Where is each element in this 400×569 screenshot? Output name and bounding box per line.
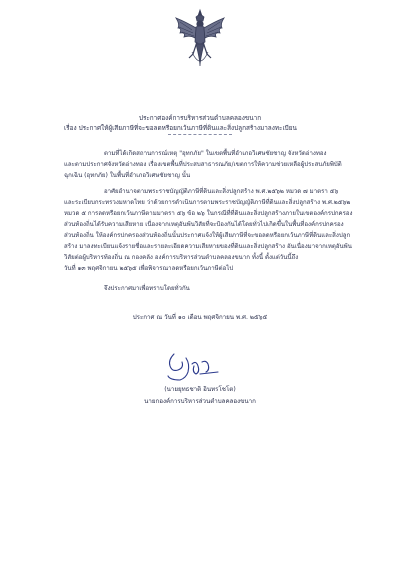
paragraph-line: สร้าง มาลงทะเบียนแจ้งรายชื่อและรายละเอียดความเสียหายของที่ดินและสิ่งปลูกสร้าง อันเนื่องมาจากเหตุอันพ้น (64, 243, 352, 250)
subject-line: เรื่อง ประกาศให้ผู้เสียภาษีที่จะขอลดหรือยกเว้นภาษีที่ดินและสิ่งปลูกสร้างมาลงทะเบียน (64, 124, 297, 132)
garuda-emblem-icon (172, 8, 228, 72)
signature-image (160, 350, 222, 382)
dateline: ประกาศ ณ วันที่ ๑๐ เดือน พฤศจิกายน พ.ศ. ๒๕๖๕ (132, 314, 268, 321)
paragraph-line: และระเบียบกระทรวงมหาดไทย ว่าด้วยการดำเนินการตามพระราชบัญญัติภาษีที่ดินและสิ่งปลูกสร้าง พ.ศ.๒๕๖๒ (64, 199, 351, 206)
paragraph-line: ส่วนท้องถิ่นได้รับความเสียหาย เนื่องจากเหตุอันพ้นวิสัยที่จะป้องกันได้โดยทั่วไปเกิดขึ้นในพื้นที่องค์กรปกครอง (64, 221, 344, 228)
paragraph-line: อาศัยอำนาจตามพระราชบัญญัติภาษีที่ดินและสิ่งปลูกสร้าง พ.ศ.๒๕๖๒ หมวด ๗ มาตรา ๕๖ (104, 188, 339, 195)
paragraph-3 (64, 283, 340, 294)
paragraph-line: วันที่ ๑๓ พฤศจิกายน ๒๕๖๕ เพื่อพิจารณาลดหรือยกเว้นภาษีต่อไป (64, 265, 234, 272)
agency-heading: ประกาศองค์การบริหารส่วนตำบลคลองขนาก (138, 114, 262, 122)
paragraph-line: ส่วนท้องถิ่น ให้องค์กรปกครองส่วนท้องถิ่นนั้นประกาศแจ้งให้ผู้เสียภาษีที่จะขอลดหรือยกเว้นภาษีที่ดินและสิ่งปลูก (64, 232, 351, 239)
signer-position: นายกองค์การบริหารส่วนตำบลคลองขนาก (144, 398, 256, 405)
paragraph-line: ตามที่ได้เกิดสถานการณ์เหตุ "อุทกภัย" ในเขตพื้นที่อำเภอวิเศษชัยชาญ จังหวัดอ่างทอง (104, 150, 327, 157)
paragraph-line: ฉุกเฉิน (อุทกภัย) ในพื้นที่อำเภอวิเศษชัยชาญ นั้น (64, 172, 191, 179)
signer-name: (นายยุทธชาติ อินทรโชโต) (164, 386, 236, 393)
closing-line: จึงประกาศมาเพื่อทราบโดยทั่วกัน (104, 285, 190, 292)
paragraph-1 (64, 148, 340, 181)
paragraph-line: หมวด ๕ การลดหรือยกเว้นภาษีตามมาตรา ๕๖ ข้อ ๒๖ ในกรณีที่ที่ดินและสิ่งปลูกสร้างภายในเขตองค์กรปกครอง (64, 210, 353, 217)
paragraph-line: วิสัยต่อผู้บริหารท้องถิ่น ณ กองคลัง องค์การบริหารส่วนตำบลคลองขนาก ทั้งนี้ ตั้งแต่วันนี้ถึง (64, 254, 299, 261)
paragraph-2 (64, 186, 353, 274)
header-divider (168, 134, 232, 135)
paragraph-line: และตามประกาศจังหวัดอ่างทอง เรื่องเขตพื้นที่ประสบสาธารณภัย/เขตการให้ความช่วยเหลือผู้ประสบภัยพิบัติ (64, 161, 342, 168)
